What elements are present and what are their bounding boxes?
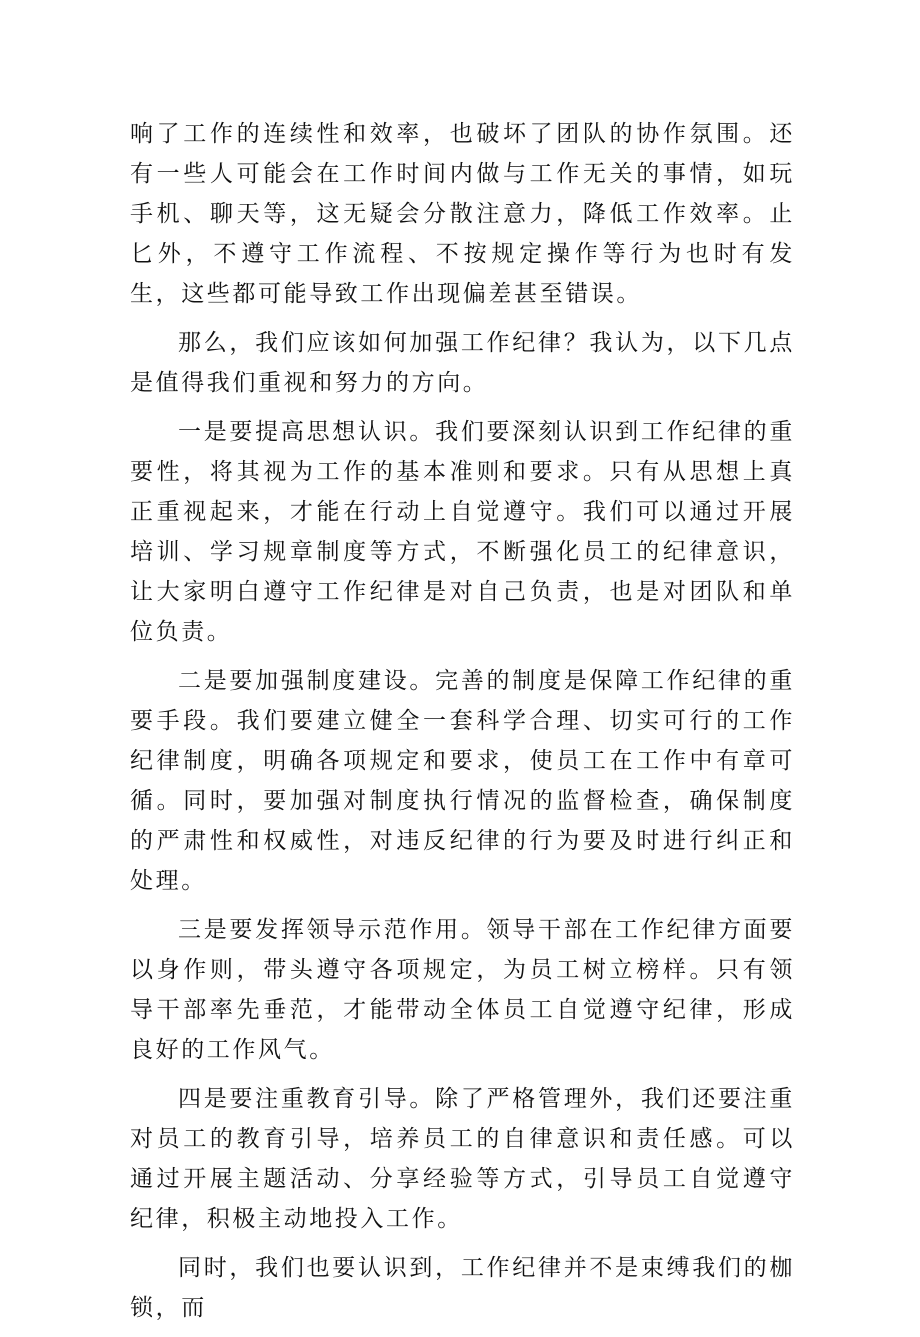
paragraph-point-two: 二是要加强制度建设。完善的制度是保障工作纪律的重要手段。我们要建立健全一套科学合理、切实可行的工作纪律制度，明确各项规定和要求，使员工在工作中有章可循。同时，要加强对制度执行情况的监督检查，确保制度的严肃性和权威性，对违反纪律的行为要及时进行纠正和处理。 <box>130 668 795 894</box>
paragraph-point-three: 三是要发挥领导示范作用。领导干部在工作纪律方面要以身作则，带头遵守各项规定，为员工树立榜样。只有领导干部率先垂范，才能带动全体员工自觉遵守纪律，形成良好的工作风气。 <box>130 917 795 1063</box>
document-body <box>130 114 795 1337</box>
paragraph-point-one: 一是要提高思想认识。我们要深刻认识到工作纪律的重要性，将其视为工作的基本准则和要求。只有从思想上真正重视起来，才能在行动上自觉遵守。我们可以通过开展培训、学习规章制度等方式，不断强化员工的纪律意识，让大家明白遵守工作纪律是对自己负责，也是对团队和单位负责。 <box>130 419 795 645</box>
paragraph-continuation: 响了工作的连续性和效率，也破坏了团队的协作氛围。还有一些人可能会在工作时间内做与工作无关的事情，如玩手机、聊天等，这无疑会分散注意力，降低工作效率。止匕外，不遵守工作流程、不按规定操作等行为也时有发生，这些都可能导致工作出现偏差甚至错误。 <box>130 121 795 307</box>
paragraph-question: 那么，我们应该如何加强工作纪律？我认为，以下几点是值得我们重视和努力的方向。 <box>130 330 795 396</box>
paragraph-closing: 同时，我们也要认识到，工作纪律并不是束缚我们的枷锁，而 <box>130 1255 795 1321</box>
paragraph-point-four: 四是要注重教育引导。除了严格管理外，我们还要注重对员工的教育引导，培养员工的自律意识和责任感。可以通过开展主题活动、分享经验等方式，引导员工自觉遵守纪律，积极主动地投入工作。 <box>130 1086 795 1232</box>
